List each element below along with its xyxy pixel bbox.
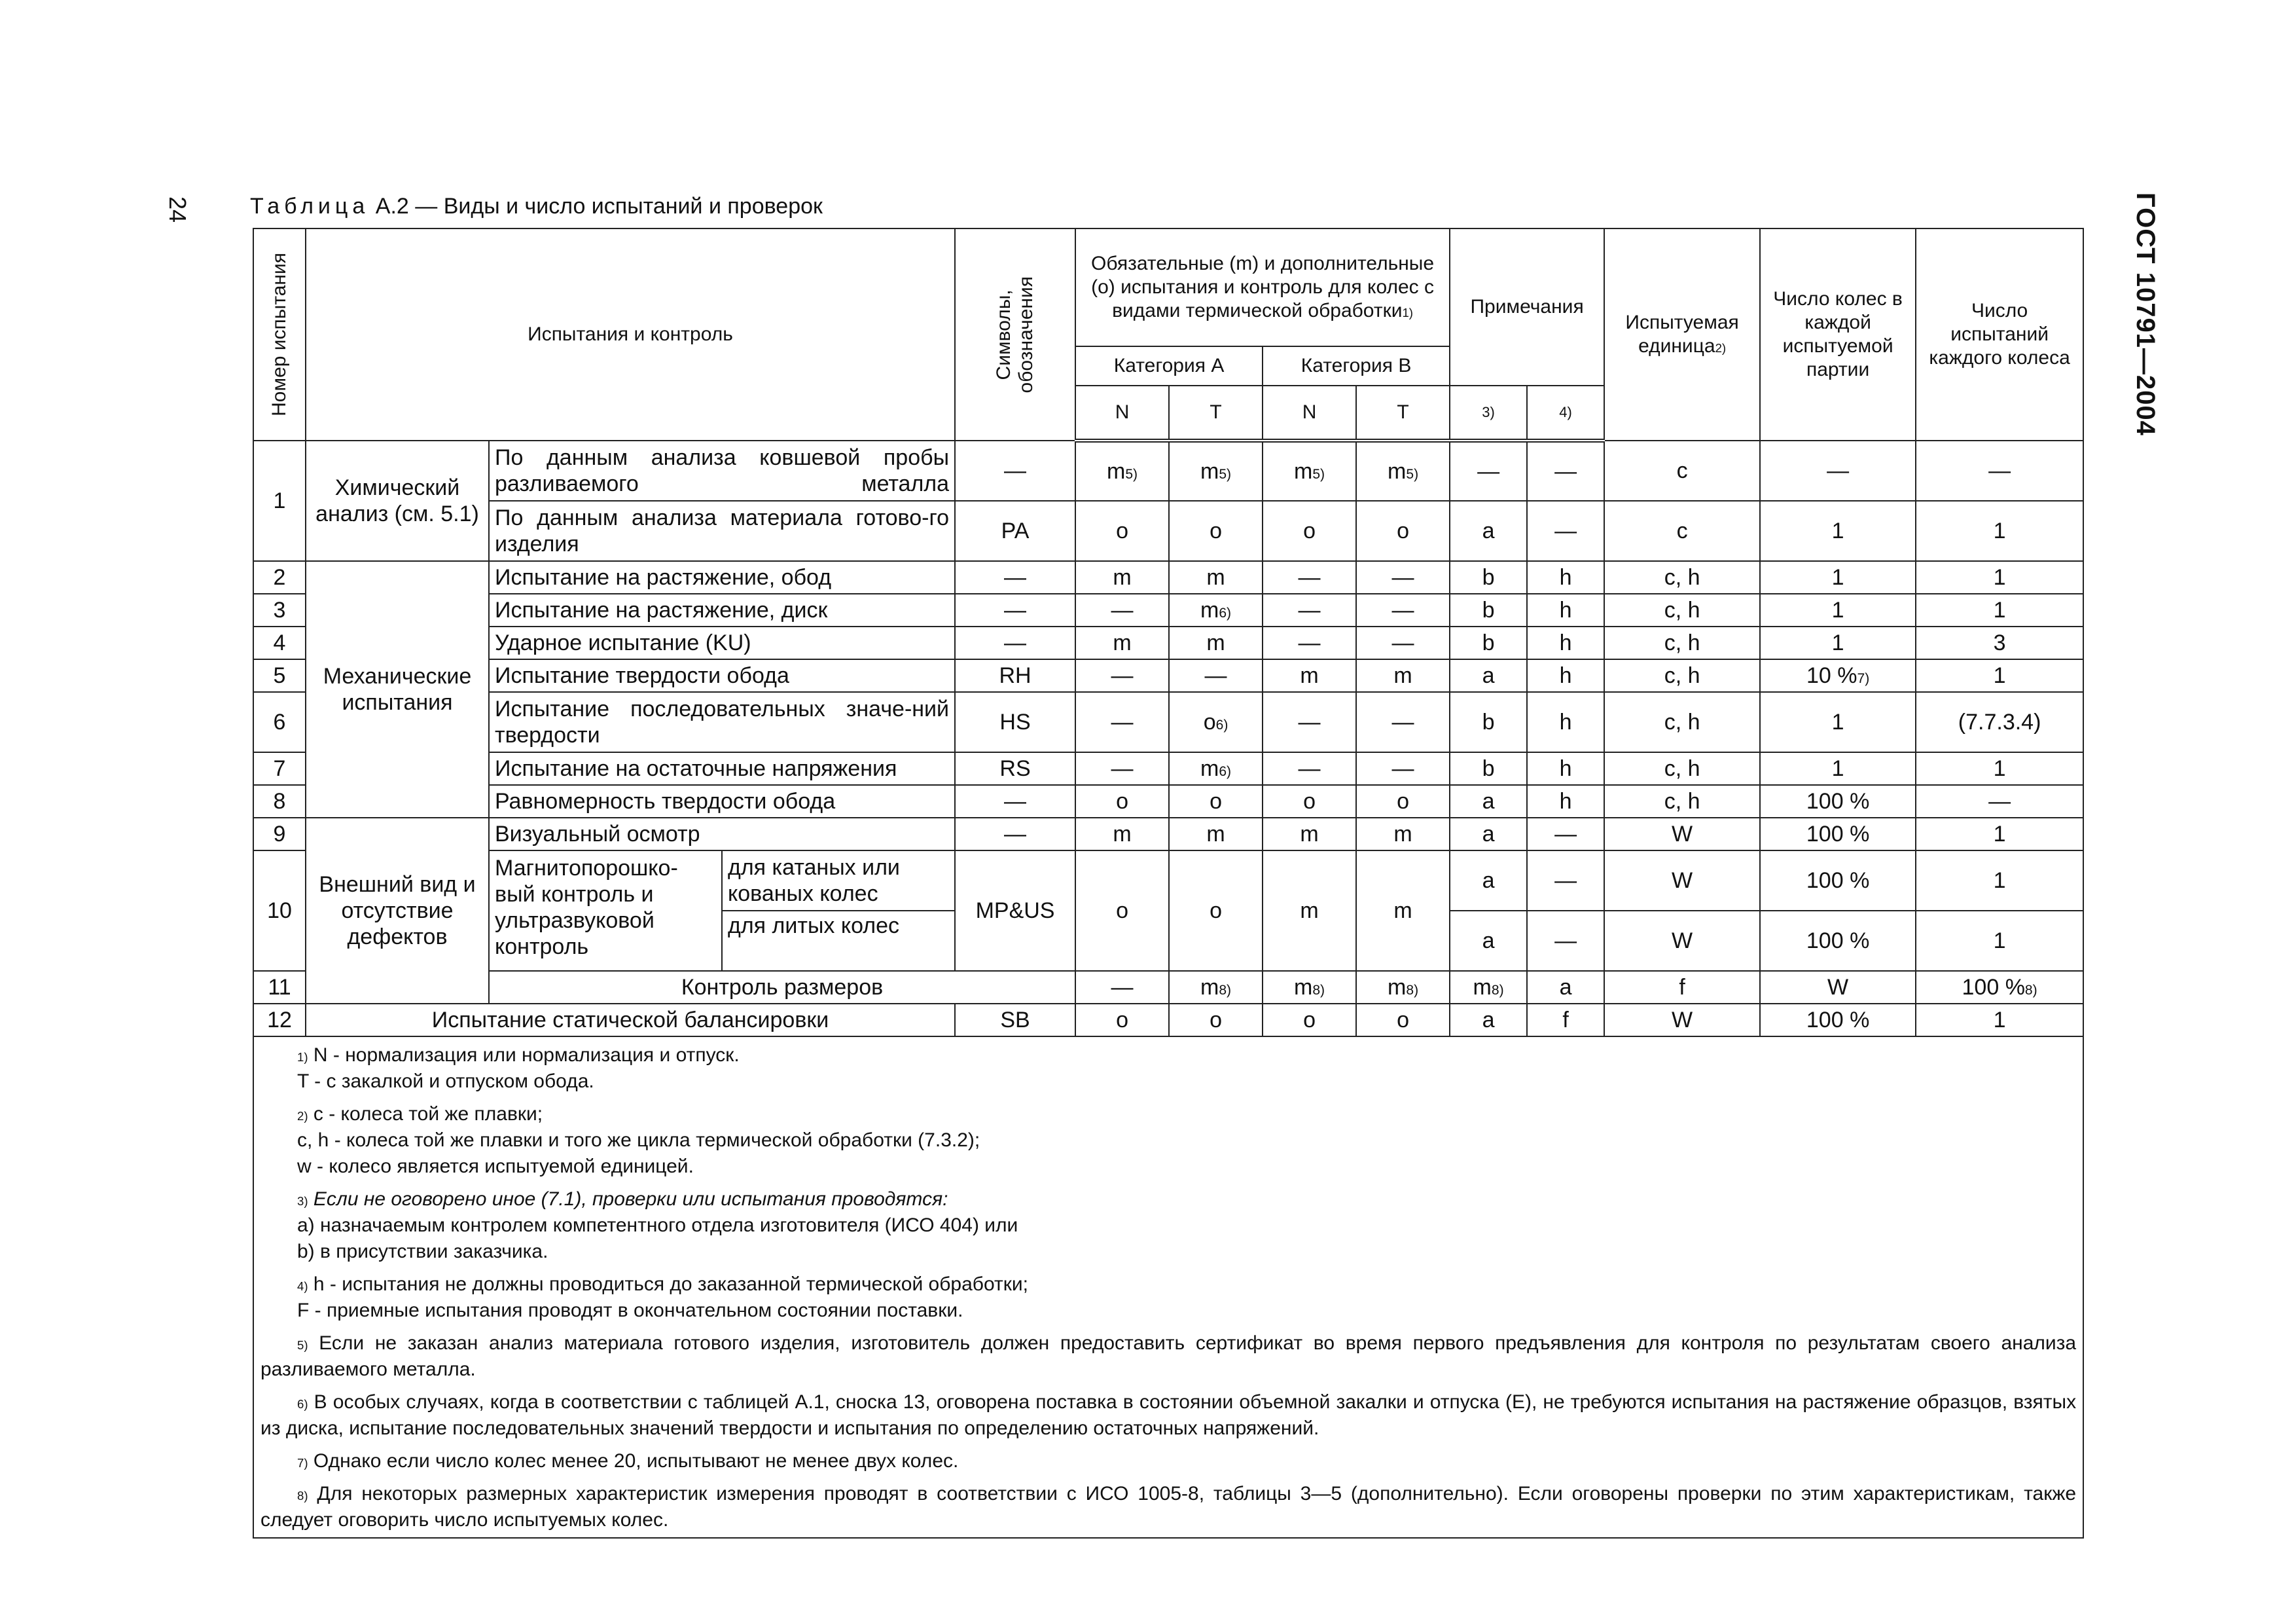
cell-count: 1 [1916, 1004, 2083, 1036]
header-b-t: T [1356, 386, 1450, 441]
cell-a-n: o [1075, 785, 1169, 818]
cell-a-n: o [1075, 850, 1169, 971]
cell-unit: c, h [1604, 692, 1760, 752]
cell-note4: f [1527, 1004, 1604, 1036]
cell-note3: b [1450, 752, 1527, 785]
cell-wheels: 100 % [1760, 785, 1916, 818]
row-number: 9 [253, 818, 306, 850]
footnote-4: $^{4)}$ h - испытания не должны проводиться до заказанной термической обработки; F - приемные испытания проводят в окончательном состоянии поставки. [297, 1273, 1028, 1321]
cell-b-t: m [1356, 818, 1450, 850]
cell-b-n: — [1263, 752, 1356, 785]
footnote-5: $^{5)}$ Если не заказан анализ материала готового изделия, изготовитель должен предоставить сертификат во время первого предъявления для контроля по результатам своего анализа разливаемого металла. [260, 1332, 2077, 1380]
table-row [253, 627, 2083, 659]
row-number: 3 [253, 594, 306, 627]
cell-b-t: — [1356, 627, 1450, 659]
cell-note4: — [1527, 441, 1604, 501]
caption-prefix: Таблица [250, 194, 370, 219]
cell-b-n: o [1263, 501, 1356, 561]
symbol: PA [955, 501, 1075, 561]
cell-wheels: — [1760, 441, 1916, 501]
table-row [253, 594, 2083, 627]
test-name: Ударное испытание (KU) [489, 627, 955, 659]
tests-table [253, 228, 2084, 1539]
cell-count: 1 [1916, 594, 2083, 627]
cell-b-n: $m^{8)}$ [1356, 971, 1450, 1004]
cell-b-t: $m^{8)}$ [1450, 971, 1527, 1004]
cell-count: — [1916, 785, 2083, 818]
symbol: — [955, 441, 1075, 501]
cell-a-n: — [1075, 752, 1169, 785]
footnotes [253, 1036, 2083, 1538]
cell-a-n: $m^{5)}$ [1075, 441, 1169, 501]
cell-note4: h [1527, 627, 1604, 659]
group-mechanical: Механические испытания [306, 561, 489, 818]
test-name: Испытание статической балансировки [306, 1004, 955, 1036]
cell-b-n: — [1263, 594, 1356, 627]
cell-note4: h [1527, 752, 1604, 785]
test-name: Контроль размеров [489, 971, 1075, 1004]
cell-wheels: 100 % [1760, 911, 1916, 971]
table-row [253, 752, 2083, 785]
table-row [253, 692, 2083, 752]
cell-note4: h [1527, 594, 1604, 627]
header-a-t: T [1169, 386, 1263, 441]
cell-a-n: o [1075, 1004, 1169, 1036]
cell-b-t: o [1356, 785, 1450, 818]
cell-b-t: — [1356, 752, 1450, 785]
row-number: 1 [253, 441, 306, 561]
header-notes: Примечания [1450, 228, 1604, 386]
row-number: 7 [253, 752, 306, 785]
test-name: Равномерность твердости обода [489, 785, 955, 818]
cell-wheels: 1 [1760, 627, 1916, 659]
cell-note3: a [1450, 818, 1527, 850]
cell-a-t: $m^{8)}$ [1263, 971, 1356, 1004]
cell-note3: b [1450, 561, 1527, 594]
row-number: 12 [253, 1004, 306, 1036]
cell-unit: c, h [1604, 561, 1760, 594]
cell-a-t: o [1169, 785, 1263, 818]
footnote-3: $^{3)}$ Если не оговорено иное (7.1), проверки или испытания проводятся: a) назначаемым контролем компетентного отдела изготовителя (ИСО 404) или b) в присутствии заказчика. [297, 1188, 1018, 1262]
row-number: 2 [253, 561, 306, 594]
test-name: Визуальный осмотр [489, 818, 955, 850]
symbol: RS [955, 752, 1075, 785]
symbol: SB [955, 1004, 1075, 1036]
cell-note4: h [1527, 785, 1604, 818]
cell-b-n: o [1263, 1004, 1356, 1036]
cell-note3: a [1450, 785, 1527, 818]
cell-a-t: m [1169, 561, 1263, 594]
cell-count: 1 [1916, 659, 2083, 692]
header-note-4: 4) [1527, 386, 1604, 441]
cell-note3: a [1450, 501, 1527, 561]
header-category-a: Категория А [1075, 346, 1263, 386]
cell-b-t: — [1356, 561, 1450, 594]
symbol: MP&US [955, 850, 1075, 971]
cell-wheels: 1 [1760, 594, 1916, 627]
cell-a-t: m [1169, 818, 1263, 850]
cell-count: — [1916, 441, 2083, 501]
header-mandatory: Обязательные (m) и дополнительные (о) испытания и контроль для колес с видами термической обработки$^{1)}$ [1075, 228, 1450, 346]
cell-b-n: — [1263, 561, 1356, 594]
cell-a-t: $o^{6)}$ [1169, 692, 1263, 752]
cell-note4: f [1604, 971, 1760, 1004]
cell-unit: c, h [1604, 627, 1760, 659]
row-number: 4 [253, 627, 306, 659]
cell-b-n: m [1263, 659, 1356, 692]
cell-count: 1 [1916, 561, 2083, 594]
cell-b-t: — [1356, 594, 1450, 627]
header-tests-count: Число испытаний каждого колеса [1916, 228, 2083, 441]
cell-note4: h [1527, 692, 1604, 752]
header-symbols: Символы, обозначения [955, 228, 1075, 441]
cell-b-n: m [1263, 850, 1356, 971]
table-row [253, 818, 2083, 850]
cell-note4: — [1527, 850, 1604, 911]
table-row [253, 785, 2083, 818]
caption-text: А.2 — Виды и число испытаний и проверок [375, 194, 823, 219]
cell-count: 1 [1916, 911, 2083, 971]
cell-a-t: $m^{5)}$ [1169, 441, 1263, 501]
cell-count: 3 [1916, 627, 2083, 659]
table-row [253, 850, 2083, 911]
cell-b-n: — [1263, 627, 1356, 659]
cell-a-n: — [1075, 594, 1169, 627]
header-unit: Испытуемая единица$^{2)}$ [1604, 228, 1760, 441]
footnote-1: $^{1)}$ N - нормализация или нормализация и отпуск. T - с закалкой и отпуском обода. [297, 1044, 740, 1092]
cell-a-n: — [1075, 659, 1169, 692]
cast-wheels-label: для литых колес [722, 911, 955, 971]
footnote-2: $^{2)}$ c - колеса той же плавки; c, h - колеса той же плавки и того же цикла термической обработки (7.3.2); w - колесо является испытуемой единицей. [297, 1103, 980, 1177]
footnote-8: $^{8)}$ Для некоторых размерных характеристик измерения проводят в соответствии с ИСО 1005-8, таблицы 3—5 (дополнительно). Если оговорены проверки по этим характеристикам, также следует оговорить число испытуемых колес. [260, 1483, 2077, 1531]
cell-note3: b [1450, 692, 1527, 752]
header-wheels: Число колес в каждой испытуемой партии [1760, 228, 1916, 441]
cell-unit: W [1604, 1004, 1760, 1036]
cell-unit: c [1604, 441, 1760, 501]
table-caption [250, 194, 823, 219]
cell-wheels: 100 % [1760, 850, 1916, 911]
cell-a-t: m [1169, 627, 1263, 659]
footnote-7: $^{7)}$ Однако если число колес менее 20, испытывают не менее двух колес. [297, 1450, 959, 1472]
cell-note3: b [1450, 594, 1527, 627]
cell-wheels: 1 [1760, 752, 1916, 785]
mp-us-label: Магнитопорошко-вый контроль и ультразвуковой контроль [489, 850, 722, 971]
cell-count: (7.7.3.4) [1916, 692, 2083, 752]
cell-b-t: $m^{5)}$ [1356, 441, 1450, 501]
row-number: 6 [253, 692, 306, 752]
symbol: — [955, 561, 1075, 594]
cell-note3: a [1450, 850, 1527, 911]
document-code: ГОСТ 10791—2004 [2131, 192, 2160, 436]
cell-a-t: $m^{6)}$ [1169, 752, 1263, 785]
symbol: RH [955, 659, 1075, 692]
cell-count: 1 [1916, 818, 2083, 850]
cell-note4: h [1527, 659, 1604, 692]
cell-unit: c, h [1604, 752, 1760, 785]
table-row [253, 659, 2083, 692]
row-number: 8 [253, 785, 306, 818]
cell-unit: W [1604, 850, 1760, 911]
row-number: 11 [253, 971, 306, 1004]
cell-b-t: o [1356, 501, 1450, 561]
cell-a-t: o [1169, 501, 1263, 561]
footnote-6: $^{6)}$ В особых случаях, когда в соответствии с таблицей А.1, сноска 13, оговорена поставка в состоянии объемной закалки и отпуска (Е), не требуются испытания на растяжение образцов, взятых из диска, испытание последовательных значений твердости и испытания по определению остаточных напряжений. [260, 1391, 2077, 1439]
cell-a-n: m [1075, 627, 1169, 659]
header-test-number: Номер испытания [253, 228, 306, 441]
test-name: Испытание твердости обода [489, 659, 955, 692]
header-note-3: 3) [1450, 386, 1527, 441]
cell-wheels: 1 [1760, 692, 1916, 752]
cell-note3: a [1450, 659, 1527, 692]
cell-note4: — [1527, 818, 1604, 850]
cell-unit: c [1604, 501, 1760, 561]
cell-a-n: m [1075, 561, 1169, 594]
cell-count: 1 [1916, 501, 2083, 561]
symbol: — [955, 818, 1075, 850]
cell-note4: h [1527, 561, 1604, 594]
cell-unit: c, h [1604, 659, 1760, 692]
cell-note4: — [1527, 911, 1604, 971]
cell-count: 1 [1916, 752, 2083, 785]
cell-a-n: — [1075, 692, 1169, 752]
symbol: — [955, 627, 1075, 659]
table-row [253, 971, 2083, 1004]
cell-b-t: o [1356, 1004, 1450, 1036]
symbol: HS [955, 692, 1075, 752]
cell-b-n: — [1263, 692, 1356, 752]
cell-unit: W [1604, 818, 1760, 850]
cell-wheels: 1 [1760, 561, 1916, 594]
cell-a-t: o [1169, 1004, 1263, 1036]
forged-wheels-label: для катаных или кованых колес [722, 850, 955, 911]
cell-unit: W [1760, 971, 1916, 1004]
cell-b-n: m [1263, 818, 1356, 850]
header-b-n: N [1263, 386, 1356, 441]
page-number: 24 [164, 196, 191, 223]
test-name: Испытание на остаточные напряжения [489, 752, 955, 785]
test-name: По данным анализа ковшевой пробы разливаемого металла [489, 441, 955, 501]
cell-a-t: — [1169, 659, 1263, 692]
header-tests: Испытания и контроль [306, 228, 955, 441]
cell-note3: b [1450, 627, 1527, 659]
symbol: — [955, 594, 1075, 627]
cell-b-n: o [1263, 785, 1356, 818]
row-number: 5 [253, 659, 306, 692]
cell-count: 1 [1916, 850, 2083, 911]
cell-b-t: — [1356, 692, 1450, 752]
cell-note3: a [1450, 1004, 1527, 1036]
cell-wheels: 100 %$^{8)}$ [1916, 971, 2083, 1004]
cell-wheels: 10 %$^{7)}$ [1760, 659, 1916, 692]
cell-b-n: $m^{5)}$ [1263, 441, 1356, 501]
cell-note4: — [1527, 501, 1604, 561]
row-number: 10 [253, 850, 306, 971]
test-name: Испытание на растяжение, обод [489, 561, 955, 594]
table-row [253, 441, 2083, 501]
table-row [253, 561, 2083, 594]
cell-a-n: m [1075, 818, 1169, 850]
header-category-b: Категория В [1263, 346, 1450, 386]
cell-a-n: $m^{8)}$ [1169, 971, 1263, 1004]
cell-a-t: $m^{6)}$ [1169, 594, 1263, 627]
cell-unit: W [1604, 911, 1760, 971]
symbol: — [1075, 971, 1169, 1004]
cell-note3: a [1450, 911, 1527, 971]
cell-a-n: o [1075, 501, 1169, 561]
test-name: Испытание последовательных значе-ний твердости [489, 692, 955, 752]
cell-b-t: m [1356, 659, 1450, 692]
table-row [253, 501, 2083, 561]
cell-note3: — [1450, 441, 1527, 501]
test-name: По данным анализа материала готово-го изделия [489, 501, 955, 561]
cell-wheels: 100 % [1760, 1004, 1916, 1036]
test-name: Испытание на растяжение, диск [489, 594, 955, 627]
footnotes-row [253, 1036, 2083, 1538]
cell-a-t: o [1169, 850, 1263, 971]
cell-unit: c, h [1604, 785, 1760, 818]
cell-b-t: m [1356, 850, 1450, 971]
group-visual: Внешний вид и отсутствие дефектов [306, 818, 489, 1004]
table-row [253, 1004, 2083, 1036]
cell-unit: c, h [1604, 594, 1760, 627]
group-chemical: Химический анализ (см. 5.1) [306, 441, 489, 561]
header-a-n: N [1075, 386, 1169, 441]
cell-note3: a [1527, 971, 1604, 1004]
cell-wheels: 100 % [1760, 818, 1916, 850]
cell-wheels: 1 [1760, 501, 1916, 561]
symbol: — [955, 785, 1075, 818]
